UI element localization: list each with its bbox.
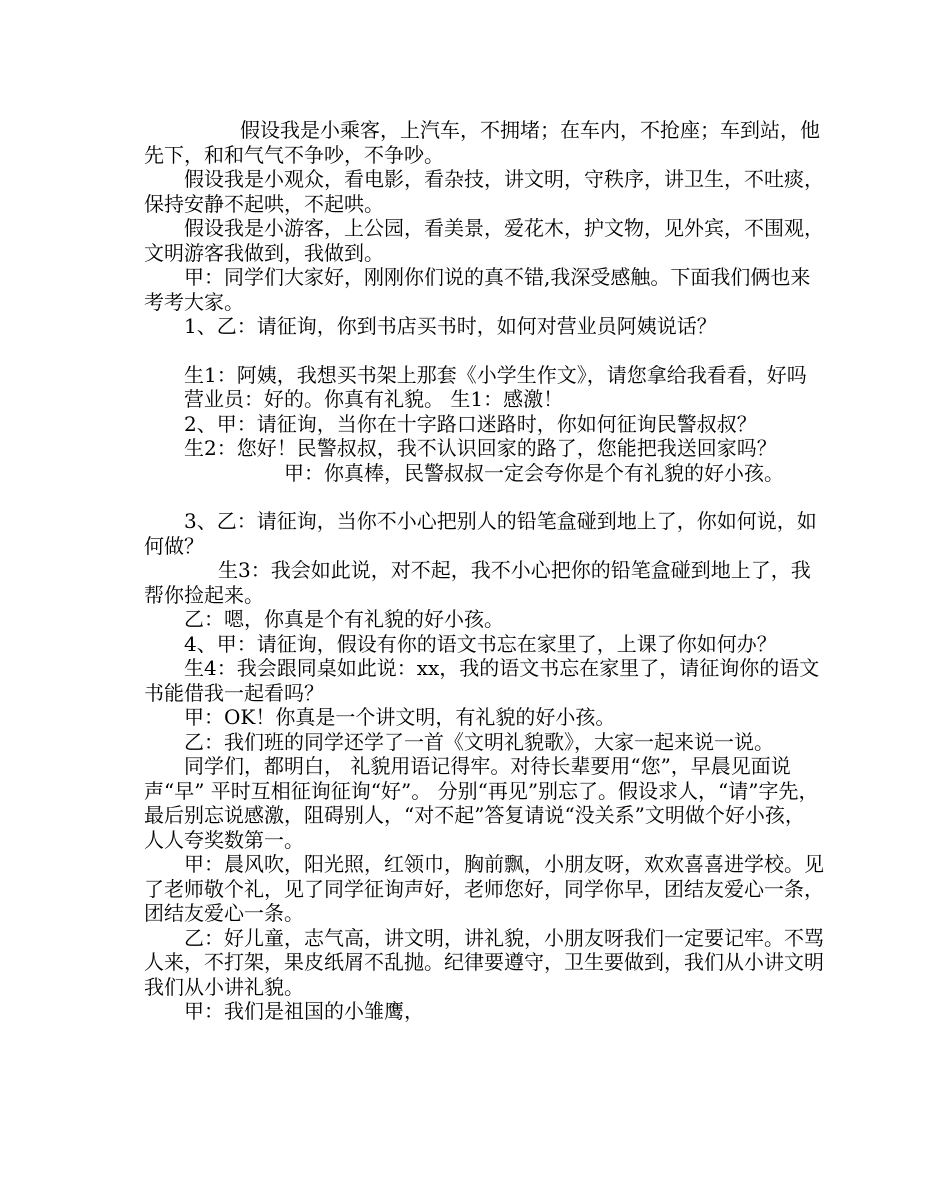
paragraph: 营业员：好的。你真有礼貌。 生1：感激！ [184, 387, 564, 411]
paragraph: 生4：我会跟同桌如此说：xx，我的语文书忘在家里了，请征询你的语文书能借我一起看吗？ [144, 656, 820, 705]
paragraph: 生2：您好！民警叔叔，我不认识回家的路了，您能把我送回家吗？ [184, 436, 777, 460]
paragraph: 1、乙：请征询，你到书店买书时，如何对营业员阿姨说话？ [184, 314, 717, 338]
paragraph-gap [144, 485, 824, 509]
paragraph: 生3：我会如此说，对不起，我不小心把你的铅笔盒碰到地上了，我帮你捡起来。 [144, 558, 811, 607]
paragraph: 甲：同学们大家好，刚刚你们说的真不错,我深受感触。下面我们俩也来考考大家。 [144, 265, 811, 314]
paragraph: 甲：我们是祖国的小雏鹰， [184, 999, 424, 1023]
paragraph: 假设我是小游客，上公园，看美景，爱花木，护文物，见外宾，不围观，文明游客我做到，我做到。 [144, 216, 824, 265]
paragraph: 生1：阿姨，我想买书架上那套《小学生作文》，请您拿给我看看，好吗 [184, 362, 807, 387]
paragraph: 乙：好儿童，志气高，讲文明，讲礼貌，小朋友呀我们一定要记牢。不骂人来，不打架，果皮纸屑不乱抛。纪律要遵守，卫生要做到，我们从小讲文明我们从小讲礼貌。 [144, 925, 824, 999]
paragraph: 乙：我们班的同学还学了一首《文明礼貌歌》，大家一起来说一说。 [184, 729, 774, 754]
paragraph: 同学们，都明白， 礼貌用语记得牢。对待长辈要用“您”，早晨见面说声“早” 平时互相征询征询“好”。 分别“再见”别忘了。假设求人，“请”字先， 最后别忘说感激，阻碍别人，“对不起”答复请说“没关系”文明做个好小孩，人人夸奖数第一。 [144, 754, 819, 852]
paragraph: 假设我是小观众，看电影，看杂技，讲文明，守秩序，讲卫生，不吐痰，保持安静不起哄，不起哄。 [144, 167, 824, 216]
paragraph: 3、乙：请征询，当你不小心把别人的铅笔盒碰到地上了，你如何说，如何做？ [144, 509, 817, 558]
paragraph: 甲：OK！你真是一个讲文明，有礼貌的好小孩。 [184, 705, 616, 729]
document-body [144, 118, 824, 1024]
paragraph: 乙：嗯，你真是个有礼貌的好小孩。 [184, 607, 504, 631]
paragraph-gap [144, 339, 824, 363]
paragraph: 甲：晨风吹，阳光照，红领巾，胸前飘，小朋友呀，欢欢喜喜进学校。见了老师敬个礼，见了同学征询声好，老师您好，同学你早，团结友爱心一条，团结友爱心一条。 [144, 852, 824, 925]
paragraph: 4、甲：请征询，假设有你的语文书忘在家里了，上课了你如何办？ [184, 631, 777, 656]
paragraph: 假设我是小乘客，上汽车，不拥堵；在车内，不抢座；车到站，他先下，和和气气不争吵，不争吵。 [144, 118, 820, 167]
paragraph: 2、甲：请征询，当你在十字路口迷路时，你如何征询民警叔叔？ [184, 411, 757, 436]
paragraph: 甲：你真棒，民警叔叔一定会夸你是个有礼貌的好小孩。 [284, 460, 784, 485]
